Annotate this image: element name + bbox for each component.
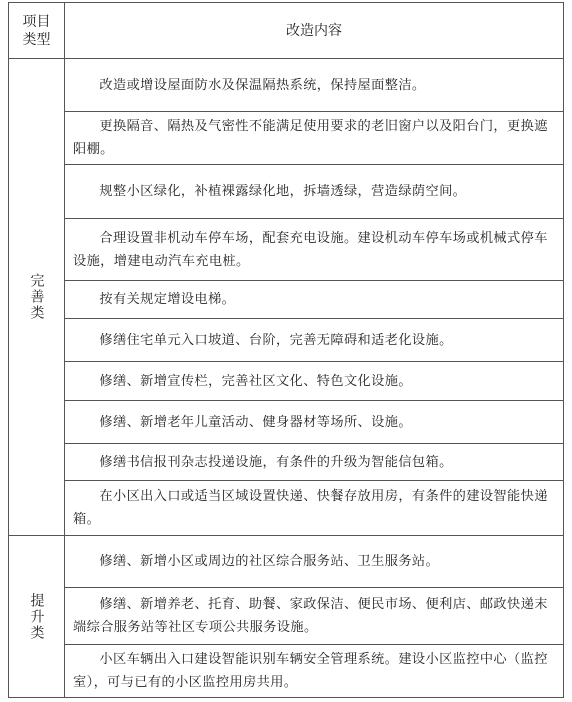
table-row: 修缮、新增宣传栏，完善社区文化、特色文化设施。 xyxy=(99,373,412,389)
table-row: 合理设置非机动车停车场，配套充电设施。建设机动车停车场或机械式停车设施，增建电动汽车充电桩。 xyxy=(73,230,548,269)
table-border-bottom xyxy=(8,697,564,698)
table-row: 修缮、新增老年儿童活动、健身器材等场所、设施。 xyxy=(99,414,412,430)
table-row: 改造或增设屋面防水及保温隔热系统，保持屋面整洁。 xyxy=(99,77,426,93)
table-border-right xyxy=(563,2,564,698)
renovation-table xyxy=(8,2,564,698)
category-upgrade: 提升类 xyxy=(28,592,45,641)
category-complete: 完善类 xyxy=(28,273,45,321)
header-content: 改造内容 xyxy=(286,22,342,39)
table-row: 小区车辆出入口建设智能识别车辆安全管理系统。建设小区监控中心（监控室），可与已有的小区监控用房共用。 xyxy=(73,652,548,690)
table-row: 更换隔音、隔热及气密性不能满足使用要求的老旧窗户以及阳台门，更换遮阳棚。 xyxy=(73,119,548,157)
table-row: 按有关规定增设电梯。 xyxy=(99,292,236,307)
table-row: 修缮书信报刊杂志投递设施，有条件的升级为智能信包箱。 xyxy=(99,454,453,470)
table-row: 修缮住宅单元入口坡道、台阶，完善无障碍和适老化设施。 xyxy=(99,332,453,348)
header-item-type-line1: 项目 xyxy=(22,13,51,30)
table-row: 规整小区绿化，补植裸露绿化地，拆墙透绿，营造绿荫空间。 xyxy=(99,184,467,199)
table-row: 修缮、新增小区或周边的社区综合服务站、卫生服务站。 xyxy=(99,554,440,569)
header-item-type xyxy=(9,3,64,58)
table-row: 修缮、新增养老、托育、助餐、家政保洁、便民市场、便利店、邮政快递末端综合服务站等社区专项公共服务设施。 xyxy=(73,597,548,635)
table-row: 在小区出入口或适当区域设置快递、快餐存放用房，有条件的建设智能快递箱。 xyxy=(73,489,548,527)
header-item-type-line2: 类型 xyxy=(22,31,51,48)
